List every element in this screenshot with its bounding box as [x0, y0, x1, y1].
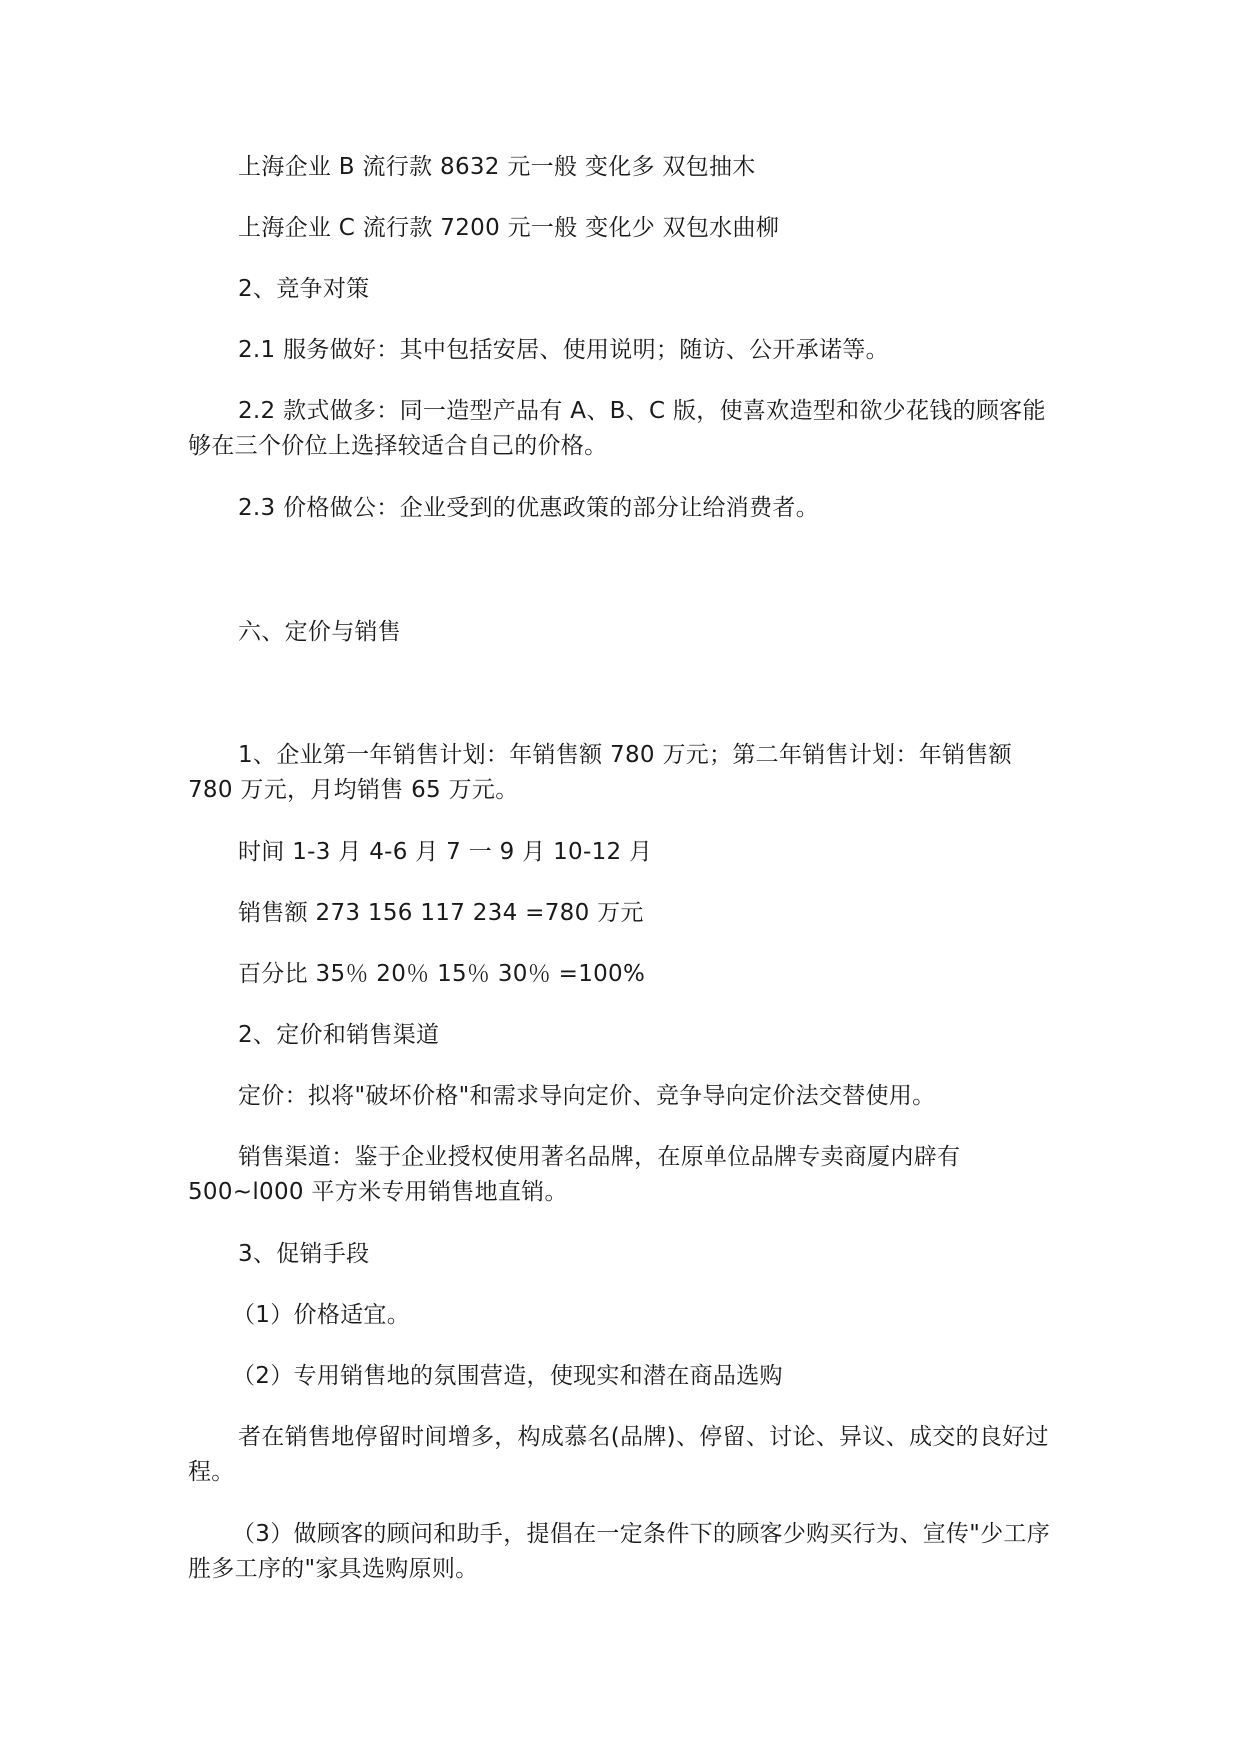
- section-heading-pricing-channels: 2、定价和销售渠道: [238, 1022, 440, 1048]
- pricing-line: 定价：拟将"破坏价格"和需求导向定价、竞争导向定价法交替使用。: [238, 1083, 936, 1109]
- schedule-sales-row: 销售额 273 156 117 234 =780 万元: [238, 900, 644, 926]
- strategy-style-paragraph: 2.2 款式做多：同一造型产品有 A、B、C 版，使喜欢造型和欲少花钱的顾客能够在三个价位上选择较适合自己的价格。: [188, 398, 1046, 459]
- promotion-item-2-continuation: 者在销售地停留时间增多，构成慕名(品牌)、停留、讨论、异议、成交的良好过程。: [188, 1424, 1049, 1485]
- strategy-service-line: 2.1 服务做好：其中包括安居、使用说明；随访、公开承诺等。: [238, 337, 889, 363]
- section-heading-competition-strategy: 2、竞争对策: [238, 276, 370, 302]
- section-heading-pricing-sales: 六、定价与销售: [238, 619, 402, 645]
- schedule-time-row: 时间 1-3 月 4-6 月 7 一 9 月 10-12 月: [238, 839, 653, 865]
- sales-plan-paragraph: 1、企业第一年销售计划：年销售额 780 万元；第二年销售计划：年销售额 780 万元，月均销售 65 万元。: [188, 742, 1012, 803]
- section-heading-promotion: 3、促销手段: [238, 1241, 370, 1267]
- promotion-item-1: （1）价格适宜。: [232, 1302, 411, 1328]
- promotion-item-2: （2）专用销售地的氛围营造，使现实和潜在商品选购: [232, 1363, 783, 1389]
- competitor-c-line: 上海企业 C 流行款 7200 元一般 变化少 双包水曲柳: [238, 215, 780, 241]
- schedule-percent-row: 百分比 35％ 20％ 15％ 30％ =100%: [238, 961, 646, 987]
- promotion-item-3: （3）做顾客的顾问和助手，提倡在一定条件下的顾客少购买行为、宣传"少工序胜多工序的"家具选购原则。: [188, 1521, 1051, 1582]
- competitor-b-line: 上海企业 B 流行款 8632 元一般 变化多 双包抽木: [238, 154, 756, 180]
- sales-channel-paragraph: 销售渠道：鉴于企业授权使用著名品牌，在原单位品牌专卖商厦内辟有 500~l000 平方米专用销售地直销。: [188, 1144, 961, 1205]
- strategy-price-line: 2.3 价格做公：企业受到的优惠政策的部分让给消费者。: [238, 495, 819, 521]
